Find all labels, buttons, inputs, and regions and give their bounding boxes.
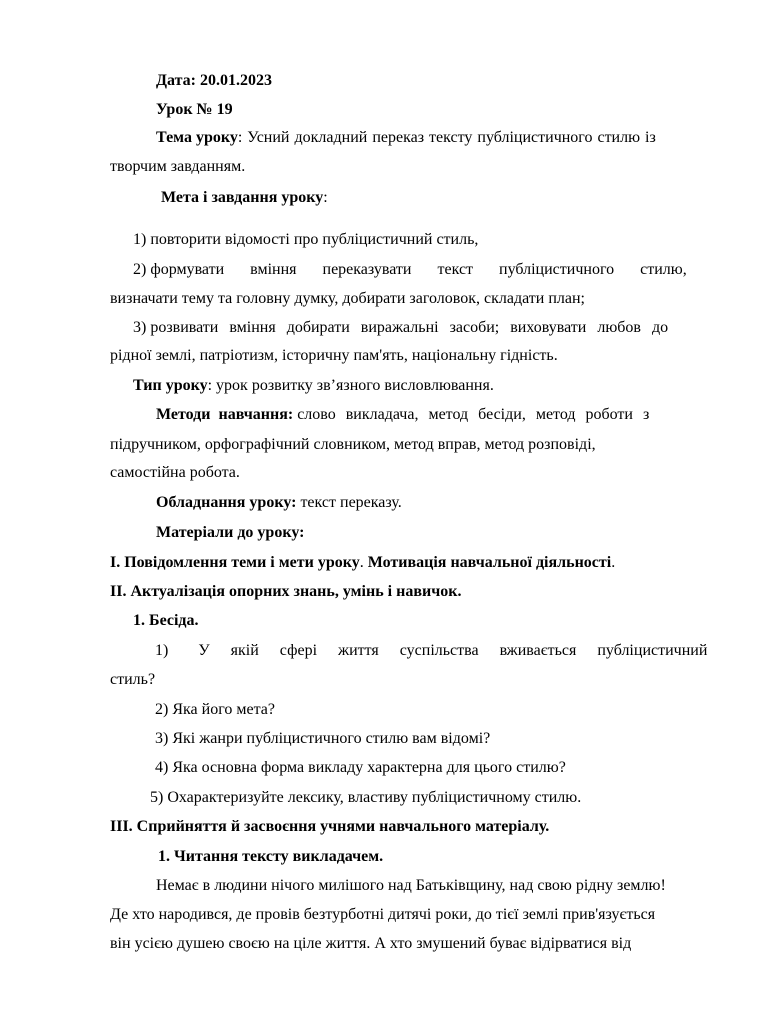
section-3-heading: III. Сприйняття й засвоєння учнями навчального матеріалу.	[110, 818, 550, 835]
section-1-heading: I. Повідомлення теми і мети уроку. Мотивація навчальної діяльності.	[110, 554, 616, 571]
lesson-date: Дата: 20.01.2023	[156, 72, 272, 89]
goal-item-1: 1) повторити відомості про публіцистичний стиль,	[133, 231, 479, 248]
conversation-heading: 1. Бесіда.	[133, 612, 199, 629]
section-2-heading: II. Актуалізація опорних знань, умінь і навичок.	[110, 583, 462, 600]
goal-item-3-cont: рідної землі, патріотизм, історичну пам'ять, національну гідність.	[110, 347, 558, 364]
goal-item-2-cont: визначати тему та головну думку, добирати заголовок, складати план;	[110, 290, 585, 307]
materials-label: Матеріали до уроку:	[156, 524, 305, 541]
question-5: 5) Охарактеризуйте лексику, властиву публіцистичному стилю.	[150, 789, 582, 806]
reading-heading: 1. Читання тексту викладачем.	[158, 848, 384, 865]
methods-line-1: Методи навчання: слово викладача, метод бесіди, метод роботи з	[156, 406, 650, 423]
topic-text: : Усний докладний переказ тексту публіцистичного стилю із	[237, 129, 656, 146]
question-1: 1) У якій сфері життя суспільства вживається публіцистичний	[155, 642, 708, 659]
goals-heading: Мета і завдання уроку:	[161, 189, 328, 206]
question-2: 2) Яка його мета?	[155, 701, 275, 718]
topic-line-1	[156, 128, 730, 148]
lesson-number: Урок № 19	[156, 101, 233, 118]
lesson-type: Тип уроку: урок розвитку зв’язного висловлювання.	[133, 377, 494, 394]
equipment-label: Обладнання уроку:	[156, 494, 297, 511]
topic-label: Тема уроку	[156, 129, 238, 146]
topic-line-2: творчим завданням.	[110, 158, 246, 175]
equipment: Обладнання уроку: текст переказу.	[156, 494, 402, 511]
methods-line-3: самостійна робота.	[110, 464, 240, 481]
goal-item-2: 2) формувати вміння переказувати текст публіцистичного стилю,	[133, 261, 687, 278]
reading-line-1: Немає в людини нічого милішого над Батьківщину, над свою рідну землю!	[156, 877, 666, 894]
question-3: 3) Які жанри публіцистичного стилю вам відомі?	[155, 730, 491, 747]
methods-label: Методи навчання:	[156, 406, 294, 423]
type-label: Тип уроку	[133, 377, 208, 394]
question-1-cont: стиль?	[110, 671, 156, 688]
reading-line-2: Де хто народився, де провів безтурботні дитячі роки, до тієї землі прив'язується	[110, 906, 656, 923]
reading-line-3: він усією душею своєю на ціле життя. А хто змушений буває відірватися від	[110, 935, 632, 952]
question-4: 4) Яка основна форма викладу характерна для цього стилю?	[155, 759, 566, 776]
goal-item-3: 3) розвивати вміння добирати виражальні засоби; виховувати любов до	[133, 319, 669, 336]
methods-line-2: підручником, орфографічний словником, метод вправ, метод розповіді,	[110, 436, 596, 453]
goals-label: Мета і завдання уроку	[161, 189, 324, 206]
